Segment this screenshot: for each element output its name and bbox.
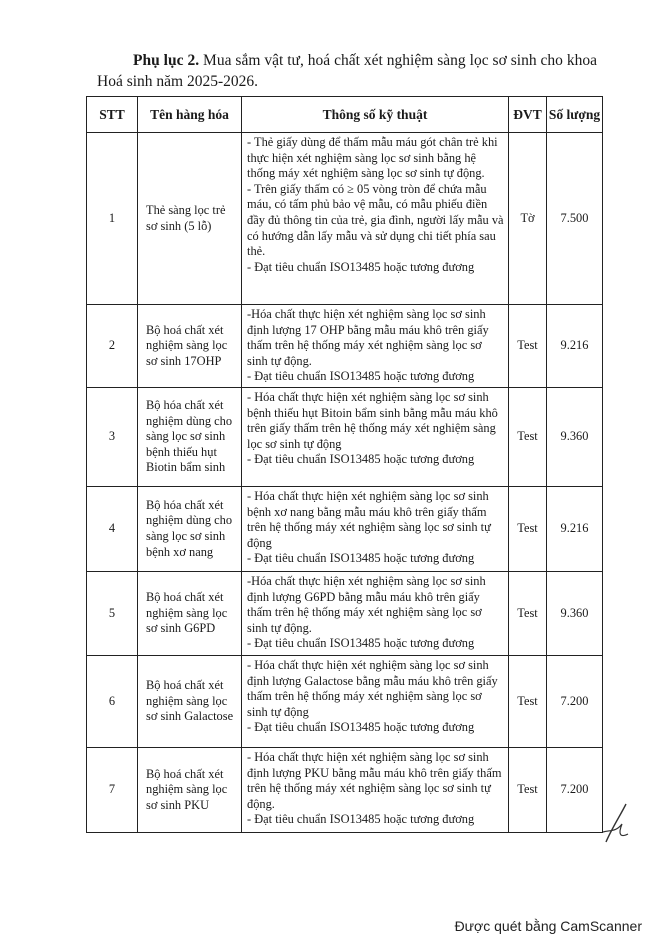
spec-line: - Đạt tiêu chuẩn ISO13485 hoặc tương đương [247,369,475,384]
spec-line: - Hóa chất thực hiện xét nghiệm sàng lọc sơ sinh bệnh thiếu hụt Bitoin bẩm sinh bằng mẫu máu khô trên giấy thấm trên hệ thống máy xét nghiệm sàng lọc sơ sinh tự động [247,389,498,451]
header-spec: Thông số kỹ thuật [242,97,509,133]
table-row [87,747,603,832]
spec-line: - Đạt tiêu chuẩn ISO13485 hoặc tương đương [247,259,475,274]
header-unit: ĐVT [509,97,547,133]
document-heading [97,50,597,92]
row-unit: Test [509,305,547,388]
row-spec [242,486,509,571]
row-name: Thẻ sàng lọc trẻ sơ sinh (5 lỗ) [138,133,242,305]
header-name: Tên hàng hóa [138,97,242,133]
row-name: Bộ hoá chất xét nghiệm sàng lọc sơ sinh 17OHP [138,305,242,388]
table-row [87,571,603,655]
row-spec [242,305,509,388]
spec-line: - Trên giấy thấm có ≥ 05 vòng tròn để chứa mẫu máu, có tấm phủ bảo vệ mẫu, có mẫu phiếu điền đầy đủ thông tin của trẻ, gia đình, người lấy mẫu và có hướng dẫn lấy mẫu và sử dụng chi tiết phía sau thẻ. [247,181,504,259]
row-stt: 1 [87,133,138,305]
appendix-label: Phụ lục 2. [133,52,200,69]
row-unit: Test [509,655,547,747]
header-stt: STT [87,97,138,133]
row-spec [242,387,509,486]
spec-line: -Hóa chất thực hiện xét nghiệm sàng lọc sơ sinh định lượng 17 OHP bằng mẫu máu khô trên giấy thấm trên hệ thống máy xét nghiệm sàng lọc sơ sinh tự động. [247,307,489,368]
appendix-title: Mua sắm vật tư, hoá chất xét nghiệm sàng lọc sơ sinh cho khoa Hoá sinh năm 2025-2026. [97,52,598,90]
signature-mark [600,802,632,844]
row-name: Bộ hoá chất xét nghiệm sàng lọc sơ sinh G6PD [138,571,242,655]
row-qty: 9.216 [547,305,603,388]
row-qty: 9.216 [547,486,603,571]
row-qty: 9.360 [547,571,603,655]
procurement-table [86,96,603,833]
table-header-row [87,97,603,133]
table-row [87,655,603,747]
row-qty: 7.200 [547,747,603,832]
header-qty: Số lượng [547,97,603,133]
row-stt: 5 [87,571,138,655]
spec-line: - Hóa chất thực hiện xét nghiệm sàng lọc sơ sinh định lượng Galactose bằng mẫu máu khô trên giấy thấm trên hệ thống máy xét nghiệm sàng lọc sơ sinh tự động [247,657,498,719]
row-name: Bộ hoá chất xét nghiệm sàng lọc sơ sinh PKU [138,747,242,832]
spec-line: - Đạt tiêu chuẩn ISO13485 hoặc tương đương [247,812,475,827]
row-stt: 3 [87,387,138,486]
row-qty: 7.500 [547,133,603,305]
spec-line: - Đạt tiêu chuẩn ISO13485 hoặc tương đương [247,636,475,651]
row-spec [242,747,509,832]
table-row [87,387,603,486]
spec-line: -Hóa chất thực hiện xét nghiệm sàng lọc sơ sinh định lượng G6PD bằng mẫu máu khô trên giấy thấm trên hệ thống máy xét nghiệm sàng lọc sơ sinh tự động. [247,573,486,635]
spec-line: - Đạt tiêu chuẩn ISO13485 hoặc tương đương [247,551,475,566]
row-spec [242,133,509,305]
table-row [87,305,603,388]
row-unit: Test [509,571,547,655]
row-name: Bộ hoá chất xét nghiệm sàng lọc sơ sinh Galactose [138,655,242,747]
row-stt: 4 [87,486,138,571]
spec-line: - Hóa chất thực hiện xét nghiệm sàng lọc sơ sinh định lượng PKU bằng mẫu máu khô trên giấy thấm trên hệ thống máy xét nghiệm sàng lọc sơ sinh tự động. [247,749,502,811]
scanner-watermark: Được quét bằng CamScanner [454,918,642,934]
table-row [87,133,603,305]
row-qty: 9.360 [547,387,603,486]
row-stt: 2 [87,305,138,388]
row-qty: 7.200 [547,655,603,747]
spec-line: - Thẻ giấy dùng để thấm mẫu máu gót chân trẻ khi thực hiện xét nghiệm sàng lọc sơ sinh bằng hệ thống máy xét nghiệm sàng lọc sơ sinh tự động. [247,135,498,181]
row-spec [242,655,509,747]
row-name: Bộ hóa chất xét nghiệm dùng cho sàng lọc sơ sinh bệnh xơ nang [138,486,242,571]
row-stt: 6 [87,655,138,747]
row-name: Bộ hóa chất xét nghiệm dùng cho sàng lọc sơ sinh bệnh thiếu hụt Biotin bẩm sinh [138,387,242,486]
spec-line: - Đạt tiêu chuẩn ISO13485 hoặc tương đương [247,452,475,467]
row-unit: Test [509,747,547,832]
row-unit: Test [509,387,547,486]
table-row [87,486,603,571]
spec-line: - Hóa chất thực hiện xét nghiệm sàng lọc sơ sinh bệnh xơ nang bằng mẫu máu khô trên giấy thấm trên hệ thống máy xét nghiệm sàng lọc sơ sinh tự động [247,488,491,550]
row-unit: Test [509,486,547,571]
row-unit: Tờ [509,133,547,305]
row-spec [242,571,509,655]
row-stt: 7 [87,747,138,832]
spec-line: - Đạt tiêu chuẩn ISO13485 hoặc tương đương [247,720,475,735]
